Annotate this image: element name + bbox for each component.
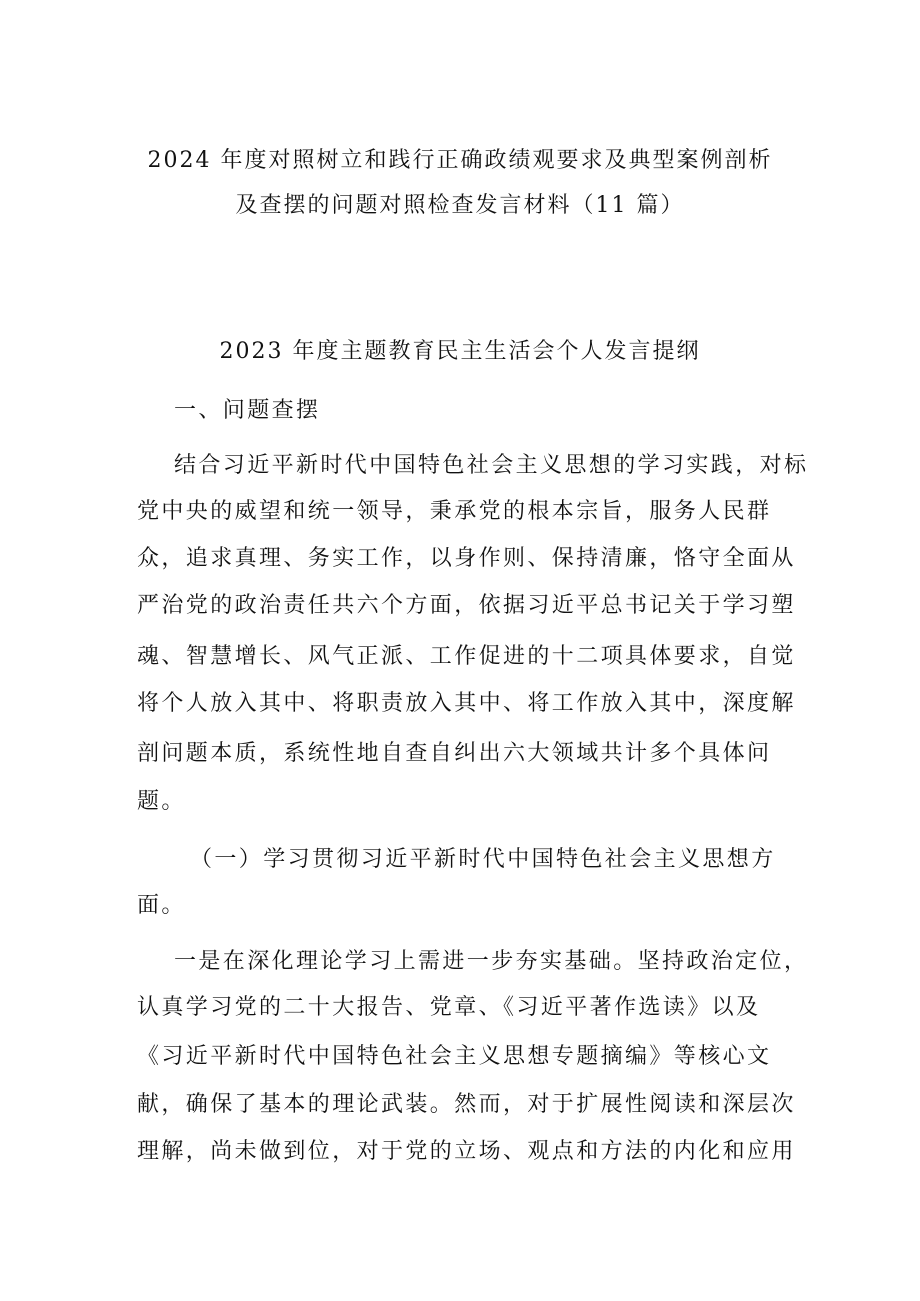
subsection-heading-line: 面。	[137, 893, 186, 918]
paragraph-1-line: 将个人放入其中、将职责放入其中、将工作放入其中，深度解	[137, 691, 796, 716]
paragraph-1-line: 党中央的威望和统一领导，秉承党的根本宗旨，服务人民群	[137, 499, 772, 524]
section-heading: 一、问题查摆	[174, 398, 321, 423]
paragraph-2-line: 认真学习党的二十大报告、党章、《习近平著作选读》以及	[137, 995, 761, 1020]
paragraph-1-line: 严治党的政治责任共六个方面，依据习近平总书记关于学习塑	[137, 593, 796, 618]
paragraph-2-line: 献，确保了基本的理论武装。然而，对于扩展性阅读和深层次	[137, 1092, 796, 1117]
document-title-line-2: 及查摆的问题对照检查发言材料（11 篇）	[235, 193, 685, 218]
paragraph-1-line: 魂、智慧增长、风气正派、工作促进的十二项具体要求，自觉	[137, 644, 796, 669]
paragraph-2-line: 《习近平新时代中国特色社会主义思想专题摘编》等核心文	[137, 1044, 772, 1069]
document-subtitle: 2023 年度主题教育民主生活会个人发言提纲	[219, 339, 701, 364]
document-title-line-1: 2024 年度对照树立和践行正确政绩观要求及典型案例剖析	[147, 148, 773, 173]
subsection-heading-line: （一）学习贯彻习近平新时代中国特色社会主义思想方	[190, 847, 776, 872]
paragraph-1-line: 结合习近平新时代中国特色社会主义思想的学习实践，对标	[174, 453, 809, 478]
paragraph-1-line: 众，追求真理、务实工作，以身作则、保持清廉，恪守全面从	[137, 546, 796, 571]
paragraph-2-line: 理解，尚未做到位，对于党的立场、观点和方法的内化和应用	[137, 1139, 796, 1164]
paragraph-1-line: 剖问题本质，系统性地自查自纠出六大领域共计多个具体问	[137, 741, 772, 766]
paragraph-2-line: 一是在深化理论学习上需进一步夯实基础。坚持政治定位，	[174, 949, 809, 974]
paragraph-1-line: 题。	[137, 789, 186, 814]
